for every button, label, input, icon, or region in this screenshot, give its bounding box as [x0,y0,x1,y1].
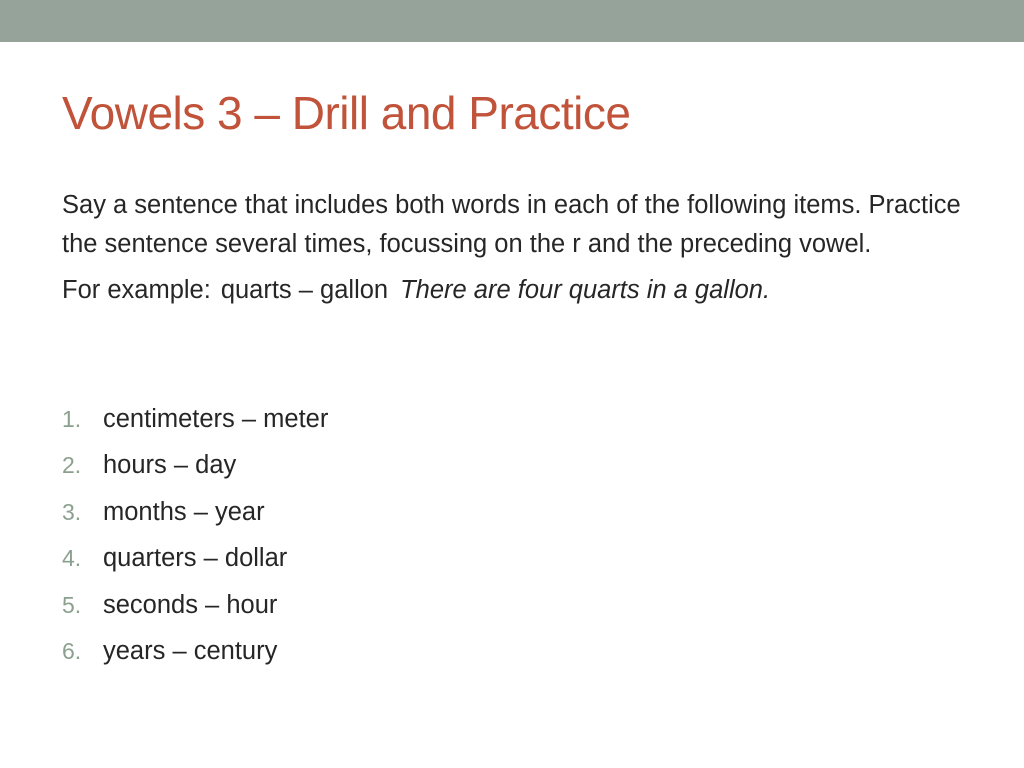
item-text: seconds – hour [103,590,278,619]
list-item [62,585,328,631]
item-number: 1. [62,406,82,432]
list-item [62,445,328,491]
item-number: 5. [62,591,82,618]
slide-body [62,186,972,310]
example-words: quarts – gallon [220,276,389,304]
item-text: years – century [103,636,278,665]
item-text: centimeters – meter [103,405,329,433]
item-number: 4. [62,545,82,572]
list-item [62,631,328,677]
example-line [62,271,972,310]
item-number: 6. [62,637,82,664]
word-pair-list [62,399,328,677]
item-text: hours – day [103,451,237,480]
item-number: 3. [62,498,82,525]
slide-title: Vowels 3 – Drill and Practice [62,87,631,139]
example-label: For example: [62,276,211,304]
item-text: months – year [103,497,265,526]
list-item [62,538,328,584]
list-item [62,492,328,538]
item-text: quarters – dollar [103,544,288,573]
top-accent-bar [0,0,1024,42]
list-item [62,399,328,445]
item-number: 2. [62,452,82,479]
example-sentence: There are four quarts in a gallon. [400,276,771,304]
instruction-paragraph: Say a sentence that includes both words in each of the following items. Practice the sentence several times, focussing on the r and the preceding vowel. [62,191,961,258]
